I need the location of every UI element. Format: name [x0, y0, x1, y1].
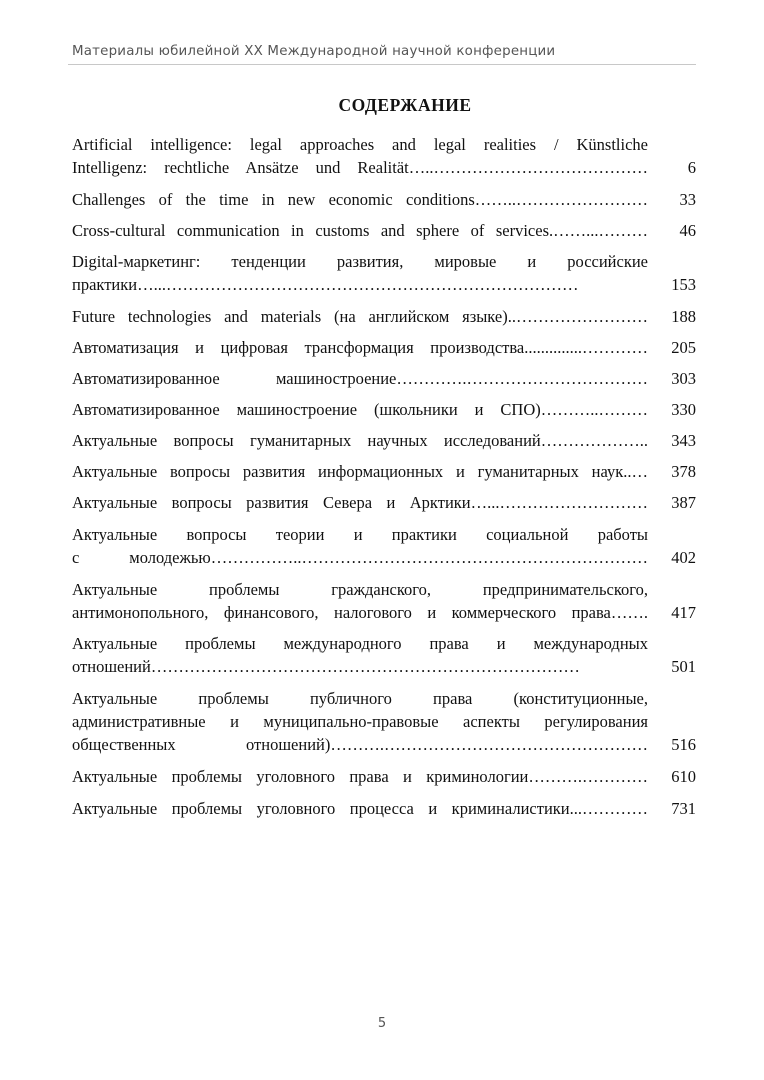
toc-entry-11[interactable] — [72, 491, 696, 514]
toc-entry-page: 417 — [671, 603, 696, 622]
toc-entry-page: 516 — [671, 735, 696, 754]
toc-entry-page: 6 — [687, 158, 696, 177]
toc-entry-title: Digital-маркетинг: тенденции развития, мировые и российские практики…...………………………………………………………………… — [72, 252, 648, 294]
toc-entry-3[interactable] — [72, 219, 696, 242]
toc-entry-page: 303 — [671, 369, 696, 388]
toc-entry-6[interactable] — [72, 336, 696, 359]
toc-entry-title: Автоматизация и цифровая трансформация производства..............………… — [72, 338, 648, 357]
toc-entry-title: Artificial intelligence: legal approaches and legal realities / Künstliche Intelligenz: rechtliche Ansätze und Realität…..………………………………… — [72, 135, 648, 177]
toc-entry-title: Автоматизированное машиностроение (школьники и СПО)………..……… — [72, 400, 648, 419]
toc-entry-page: 610 — [671, 767, 696, 786]
toc-entry-page: 378 — [671, 462, 696, 481]
toc-entry-4[interactable] — [72, 250, 696, 296]
header-rule — [68, 64, 696, 65]
running-header: Материалы юбилейной XX Международной научной конференции — [72, 44, 556, 59]
toc-entry-title: Актуальные вопросы развития Севера и Арктики…...……………………… — [72, 493, 648, 512]
toc-entry-page: 205 — [671, 338, 696, 357]
toc-entry-17[interactable] — [72, 797, 696, 820]
toc-entry-page: 387 — [671, 493, 696, 512]
toc-entry-title: Cross-cultural communication in customs and sphere of services.……...……… — [72, 221, 648, 240]
toc-entry-14[interactable] — [72, 632, 696, 678]
toc-entry-title: Актуальные проблемы международного права и международных отношений…………………………………………………………………… — [72, 634, 648, 676]
toc-entry-5[interactable] — [72, 305, 696, 328]
toc-entry-title: Актуальные вопросы развития информационных и гуманитарных наук..… — [72, 462, 648, 481]
toc-entry-page: 343 — [671, 431, 696, 450]
toc-entry-10[interactable] — [72, 460, 696, 483]
toc-entry-16[interactable] — [72, 765, 696, 788]
toc-entry-title: Актуальные проблемы гражданского, предпринимательского, антимонопольного, финансового, налогового и коммерческого права……. — [72, 580, 648, 622]
toc-entry-8[interactable] — [72, 398, 696, 421]
toc-entry-title: Актуальные вопросы теории и практики социальной работы с молодежью……………..……………………………………………………… — [72, 525, 648, 567]
toc-entry-page: 46 — [679, 221, 696, 240]
page-number: 5 — [377, 1016, 387, 1031]
toc-entry-2[interactable] — [72, 188, 696, 211]
toc-entry-title: Автоматизированное машиностроение………….…………………………… — [72, 369, 648, 388]
toc-entry-page: 501 — [671, 657, 696, 676]
toc-title: СОДЕРЖАНИЕ — [338, 95, 472, 115]
toc-entry-9[interactable] — [72, 429, 696, 452]
toc-entry-13[interactable] — [72, 578, 696, 624]
toc-entry-1[interactable] — [72, 133, 696, 179]
toc-entry-12[interactable] — [72, 523, 696, 569]
toc-entry-page: 188 — [671, 307, 696, 326]
toc-entry-page: 330 — [671, 400, 696, 419]
toc-entry-15[interactable] — [72, 687, 696, 756]
toc-entry-page: 33 — [679, 190, 696, 209]
toc-entry-title: Challenges of the time in new economic conditions……..…………………… — [72, 190, 648, 209]
toc-entry-page: 153 — [671, 275, 696, 294]
toc-entry-page: 731 — [671, 799, 696, 818]
toc-entry-title: Future technologies and materials (на английском языке)..…………………… — [72, 307, 648, 326]
toc-entry-page: 402 — [671, 548, 696, 567]
toc-entry-title: Актуальные вопросы гуманитарных научных исследований……………….. — [72, 431, 648, 450]
toc-entry-title: Актуальные проблемы уголовного процесса и криминалистики...………… — [72, 799, 648, 818]
toc-entry-title: Актуальные проблемы уголовного права и криминологии……….………… — [72, 767, 648, 786]
toc-entry-title: Актуальные проблемы публичного права (конституционные, административные и муниципально-правовые аспекты регулирования общественных отношений)……….………………………………………… — [72, 689, 648, 754]
toc-entry-7[interactable] — [72, 367, 696, 390]
